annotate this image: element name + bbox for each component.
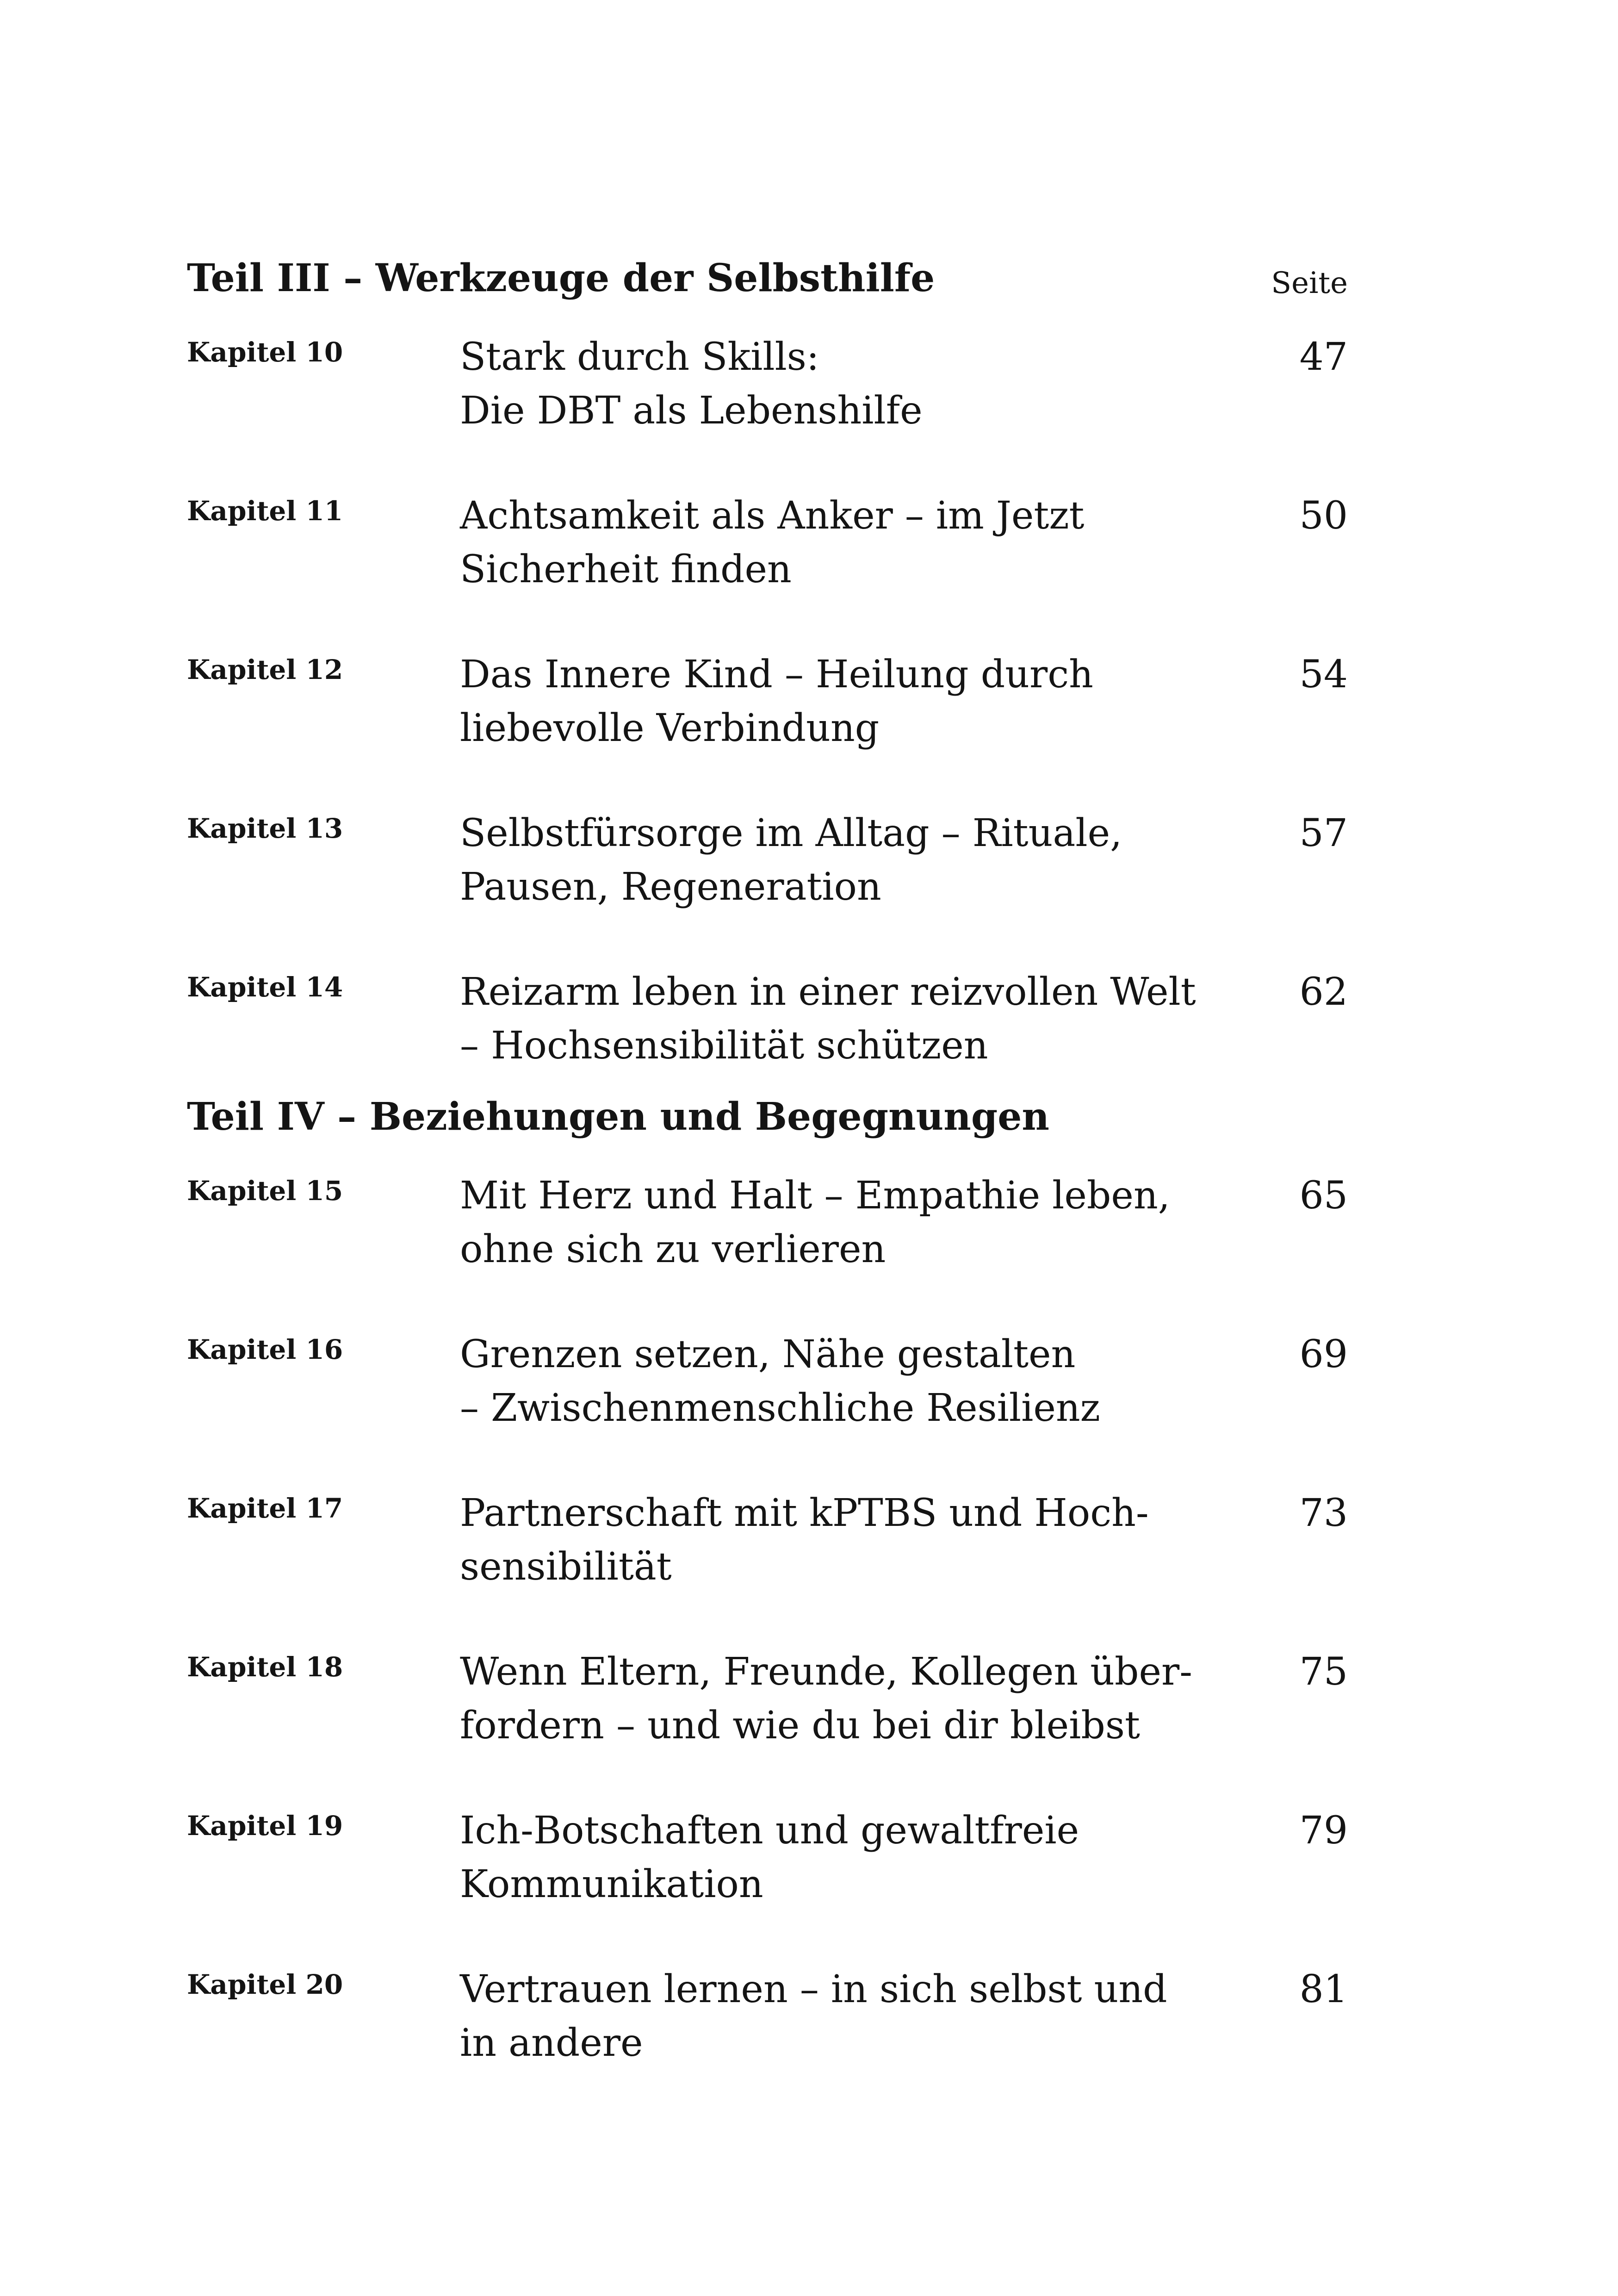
chapter-label: Kapitel 16 (187, 1334, 343, 1365)
chapter-title-line: Kommunikation (460, 1862, 763, 1906)
part-title: Teil IV – Beziehungen und Begegnungen (187, 1095, 1050, 1139)
toc-entry (0, 1804, 1618, 1920)
chapter-label: Kapitel 15 (187, 1175, 343, 1207)
chapter-title-line: Reizarm leben in einer reizvollen Welt (460, 970, 1196, 1014)
chapter-page-number: 62 (1299, 970, 1348, 1014)
chapter-label: Kapitel 18 (187, 1651, 343, 1683)
toc-entry (0, 648, 1618, 764)
chapter-title-line: Selbstfürsorge im Alltag – Rituale, (460, 811, 1122, 855)
chapter-title (460, 1487, 1200, 1594)
chapter-title (460, 1645, 1200, 1753)
chapter-title-line: fordern – und wie du bei dir bleibst (460, 1704, 1140, 1748)
page-column-header: Seite (1271, 266, 1348, 300)
chapter-title (460, 1328, 1200, 1435)
chapter-title (460, 330, 1200, 438)
chapter-page-number: 54 (1299, 653, 1348, 697)
chapter-page-number: 75 (1299, 1650, 1348, 1694)
chapter-page-number: 81 (1299, 1967, 1348, 2011)
chapter-title (460, 1804, 1200, 1911)
toc-entry (0, 1645, 1618, 1761)
chapter-title (460, 489, 1200, 597)
chapter-title-line: Das Innere Kind – Heilung durch (460, 653, 1093, 697)
chapter-title (460, 648, 1200, 755)
toc-entry (0, 1169, 1618, 1285)
chapter-label: Kapitel 10 (187, 336, 343, 368)
chapter-label: Kapitel 17 (187, 1493, 343, 1524)
chapter-label: Kapitel 13 (187, 813, 343, 844)
chapter-title (460, 965, 1200, 1073)
chapter-label: Kapitel 12 (187, 654, 343, 685)
chapter-title-line: Grenzen setzen, Nähe gestalten (460, 1332, 1076, 1376)
chapter-title-line: Die DBT als Lebenshilfe (460, 389, 923, 433)
toc-entry (0, 489, 1618, 605)
chapter-title-line: Pausen, Regeneration (460, 865, 881, 909)
chapter-title-line: Stark durch Skills: (460, 335, 819, 379)
chapter-page-number: 69 (1299, 1332, 1348, 1376)
chapter-page-number: 65 (1299, 1174, 1348, 1218)
toc-entry (0, 807, 1618, 922)
chapter-title-line: Sicherheit finden (460, 548, 792, 591)
chapter-page-number: 47 (1299, 335, 1348, 379)
chapter-title-line: liebevolle Verbindung (460, 706, 880, 750)
toc-entry (0, 965, 1618, 1081)
chapter-title-line: sensibilität (460, 1545, 672, 1589)
chapter-title-line: Wenn Eltern, Freunde, Kollegen über- (460, 1650, 1192, 1694)
toc-entry (0, 1487, 1618, 1602)
chapter-title (460, 807, 1200, 914)
toc-entry (0, 330, 1618, 446)
chapter-label: Kapitel 11 (187, 495, 343, 527)
chapter-page-number: 79 (1299, 1809, 1348, 1853)
chapter-page-number: 50 (1299, 494, 1348, 538)
toc-entry (0, 1963, 1618, 2078)
chapter-title (460, 1963, 1200, 2070)
chapter-label: Kapitel 19 (187, 1810, 343, 1842)
chapter-title-line: Achtsamkeit als Anker – im Jetzt (460, 494, 1085, 538)
chapter-title-line: – Zwischenmenschliche Resilienz (460, 1386, 1100, 1430)
toc-entry (0, 1328, 1618, 1444)
chapter-title-line: Partnerschaft mit kPTBS und Hoch- (460, 1491, 1149, 1535)
chapter-title-line: ohne sich zu verlieren (460, 1227, 886, 1271)
part-title: Teil III – Werkzeuge der Selbsthilfe (187, 256, 935, 300)
chapter-title-line: Mit Herz und Halt – Empathie leben, (460, 1174, 1170, 1218)
chapter-page-number: 73 (1299, 1491, 1348, 1535)
chapter-page-number: 57 (1299, 811, 1348, 855)
chapter-title-line: Vertrauen lernen – in sich selbst und (460, 1967, 1167, 2011)
chapter-label: Kapitel 14 (187, 971, 343, 1003)
chapter-title (460, 1169, 1200, 1276)
chapter-title-line: – Hochsensibilität schützen (460, 1024, 988, 1068)
chapter-title-line: in andere (460, 2021, 643, 2065)
chapter-label: Kapitel 20 (187, 1969, 343, 2000)
chapter-title-line: Ich-Botschaften und gewaltfreie (460, 1809, 1079, 1853)
